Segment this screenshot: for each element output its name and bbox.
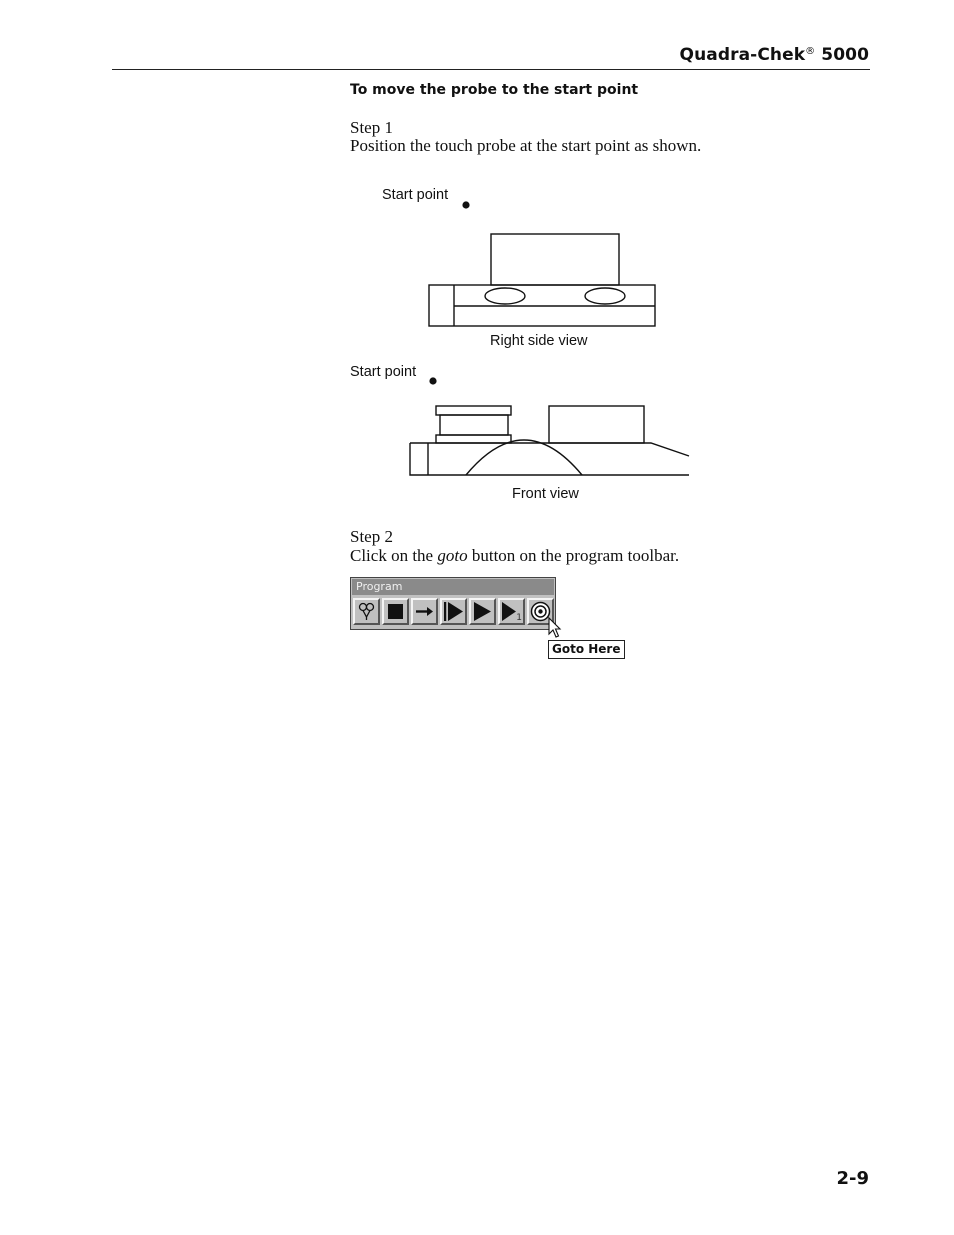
step-button[interactable] [411,598,438,625]
probe-points-icon [355,600,378,623]
stop-button[interactable] [382,598,409,625]
probe-body [440,415,508,435]
probe-collar [436,435,511,443]
stop-icon [384,600,407,623]
start-point-label-front: Start point [350,364,417,380]
toolbar-title: Program [352,579,554,595]
program-toolbar [350,577,556,630]
front-top-block [549,406,644,443]
step-1-text: Position the touch probe at the start point as shown. [350,136,702,155]
front-base [410,443,689,475]
step-1-label: Step 1 [350,118,393,137]
start-point-marker-right [462,201,469,208]
part-top-block [491,234,619,285]
step-2-goto-emphasis: goto [437,546,468,565]
step-2-text-before: Click on the [350,546,438,565]
run-from-start-icon [442,600,465,623]
step-arrow-icon [413,600,436,623]
product-name: Quadra-Chek [679,45,806,65]
probe-cap [436,406,511,415]
play-icon [471,600,494,623]
start-point-marker-front [429,377,436,384]
right-side-view-figure [0,0,954,520]
step-2-text [350,546,679,566]
play-button[interactable] [469,598,496,625]
page-number: 2-9 [836,1168,869,1189]
run-from-start-button[interactable] [440,598,467,625]
front-arc [466,440,582,475]
fixture-hole-left [485,288,525,304]
step-2-text-after: button on the program toolbar. [467,546,680,565]
front-view-caption: Front view [512,486,579,502]
step-2-label: Step 2 [350,527,393,546]
start-point-label-right: Start point [382,187,449,203]
step-one-badge: 1 [516,613,522,623]
product-model: 5000 [821,45,869,65]
registered-mark: ® [805,46,816,57]
fixture-hole-right [585,288,625,304]
probe-points-button[interactable] [353,598,380,625]
goto-tooltip: Goto Here [548,640,625,659]
mouse-pointer-icon [548,617,562,639]
right-side-view-caption: Right side view [490,333,588,349]
step-one-button[interactable] [498,598,525,625]
section-heading: To move the probe to the start point [350,82,639,98]
